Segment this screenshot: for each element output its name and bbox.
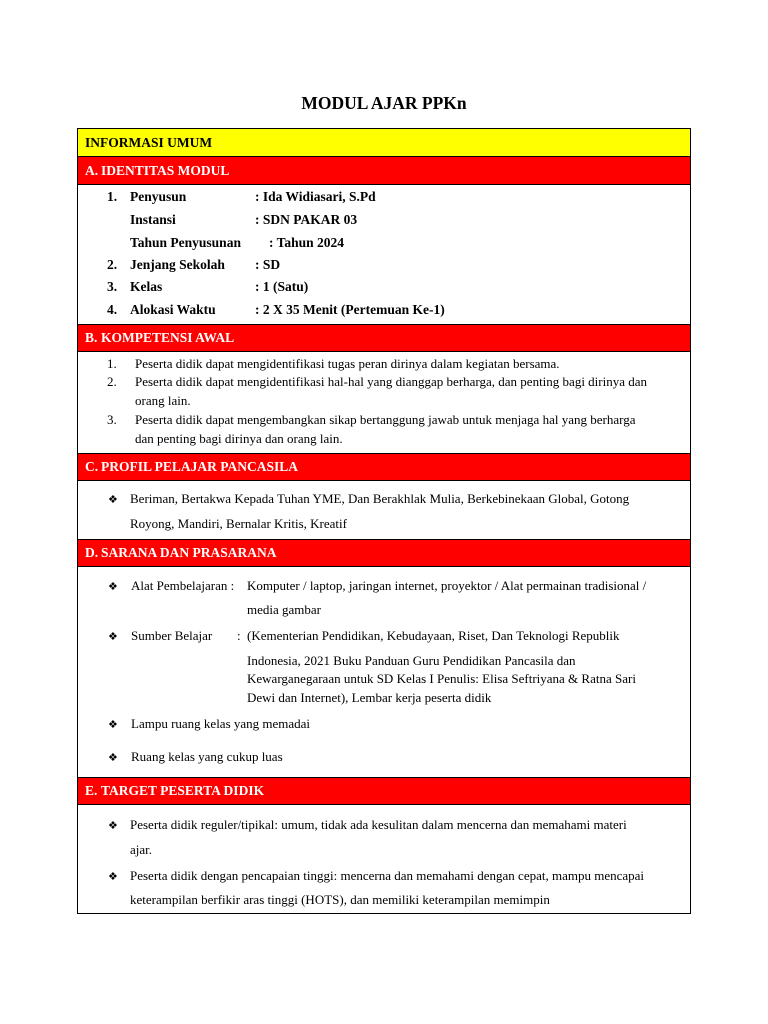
- identitas-label: Penyusun: [130, 189, 187, 204]
- section-b-letter: B.: [85, 330, 98, 345]
- identitas-num: 1.: [107, 189, 118, 204]
- section-d-letter: D.: [85, 545, 99, 560]
- document-title: MODUL AJAR PPKn: [301, 93, 467, 113]
- identitas-value: : Tahun 2024: [269, 235, 345, 250]
- ruang-item: Ruang kelas yang cukup luas: [131, 749, 283, 764]
- diamond-bullet-icon: ❖: [108, 871, 118, 883]
- identitas-label: Alokasi Waktu: [130, 302, 216, 317]
- diamond-bullet-icon: ❖: [108, 752, 118, 764]
- identitas-value: : 1 (Satu): [255, 279, 309, 294]
- section-c-label: PROFIL PELAJAR PANCASILA: [101, 459, 299, 474]
- diamond-bullet-icon: ❖: [108, 820, 118, 832]
- section-e-header: [78, 777, 690, 805]
- identitas-value: : 2 X 35 Menit (Pertemuan Ke-1): [255, 302, 445, 317]
- lampu-item: Lampu ruang kelas yang memadai: [131, 716, 311, 731]
- identitas-num: 2.: [107, 257, 118, 272]
- identitas-label: Tahun Penyusunan: [130, 235, 241, 250]
- kompetensi-line: Peserta didik dapat mengidentifikasi hal-hal yang dianggap berharga, dan penting bagi dirinya dan: [135, 374, 648, 389]
- diamond-bullet-icon: ❖: [108, 494, 118, 506]
- kompetensi-line: orang lain.: [135, 393, 191, 408]
- section-c-header: [78, 453, 690, 481]
- sumber-colon: :: [237, 628, 241, 643]
- kompetensi-num: 3.: [107, 412, 117, 427]
- section-e-label: TARGET PESERTA DIDIK: [101, 783, 265, 798]
- alat-line: media gambar: [247, 602, 321, 617]
- identitas-num: 3.: [107, 279, 118, 294]
- section-a-header: [78, 157, 690, 185]
- identitas-label: Jenjang Sekolah: [130, 257, 225, 272]
- section-a-label: IDENTITAS MODUL: [101, 162, 230, 178]
- section-c-letter: C.: [85, 459, 99, 474]
- identitas-value: : Ida Widiasari, S.Pd: [255, 189, 376, 204]
- sumber-line: Dewi dan Internet), Lembar kerja peserta didik: [247, 690, 492, 705]
- section-d-label: SARANA DAN PRASARANA: [101, 545, 277, 560]
- identitas-num: 4.: [107, 302, 118, 317]
- kompetensi-line: dan penting bagi dirinya dan orang lain.: [135, 431, 343, 446]
- section-b-label: KOMPETENSI AWAL: [101, 330, 235, 345]
- alat-line: Komputer / laptop, jaringan internet, proyektor / Alat permainan tradisional /: [247, 578, 647, 593]
- section-a-letter: A.: [85, 162, 99, 178]
- sumber-line: Indonesia, 2021 Buku Panduan Guru Pendidikan Pancasila dan: [247, 653, 576, 668]
- identitas-value: : SD: [255, 257, 281, 272]
- kompetensi-line: Peserta didik dapat mengidentifikasi tugas peran dirinya dalam kegiatan bersama.: [135, 356, 560, 371]
- kompetensi-num: 1.: [107, 356, 117, 371]
- sumber-line: Kewarganegaraan untuk SD Kelas I Penulis: Elisa Seftriyana & Ratna Sari: [247, 671, 636, 686]
- kompetensi-line: Peserta didik dapat mengembangkan sikap bertanggung jawab untuk menjaga hal yang berharga: [135, 412, 636, 427]
- profil-line: Royong, Mandiri, Bernalar Kritis, Kreatif: [130, 516, 347, 531]
- identitas-label: Kelas: [130, 279, 163, 294]
- informasi-umum-header: INFORMASI UMUM: [78, 129, 690, 157]
- diamond-bullet-icon: ❖: [108, 631, 118, 643]
- profil-line: Beriman, Bertakwa Kepada Tuhan YME, Dan Berakhlak Mulia, Berkebinekaan Global, Gotong: [130, 491, 630, 506]
- identitas-value: : SDN PAKAR 03: [255, 212, 358, 227]
- identitas-label: Instansi: [130, 212, 176, 227]
- sumber-label: Sumber Belajar: [131, 628, 213, 643]
- target-line: Peserta didik dengan pencapaian tinggi: mencerna dan memahami dengan cepat, mampu mencapai: [130, 868, 645, 883]
- diamond-bullet-icon: ❖: [108, 581, 118, 593]
- section-b-header: [78, 324, 690, 352]
- target-line: keterampilan berfikir aras tinggi (HOTS), dan memiliki keterampilan memimpin: [130, 892, 550, 907]
- diamond-bullet-icon: ❖: [108, 719, 118, 731]
- kompetensi-num: 2.: [107, 374, 117, 389]
- section-d-header: [78, 539, 690, 567]
- target-line: ajar.: [130, 842, 153, 857]
- module-table: [77, 128, 691, 914]
- sumber-line: (Kementerian Pendidikan, Kebudayaan, Riset, Dan Teknologi Republik: [247, 628, 620, 643]
- alat-label: Alat Pembelajaran :: [131, 578, 235, 593]
- target-line: Peserta didik reguler/tipikal: umum, tidak ada kesulitan dalam mencerna dan memahami materi: [130, 817, 627, 832]
- section-e-letter: E.: [85, 783, 98, 798]
